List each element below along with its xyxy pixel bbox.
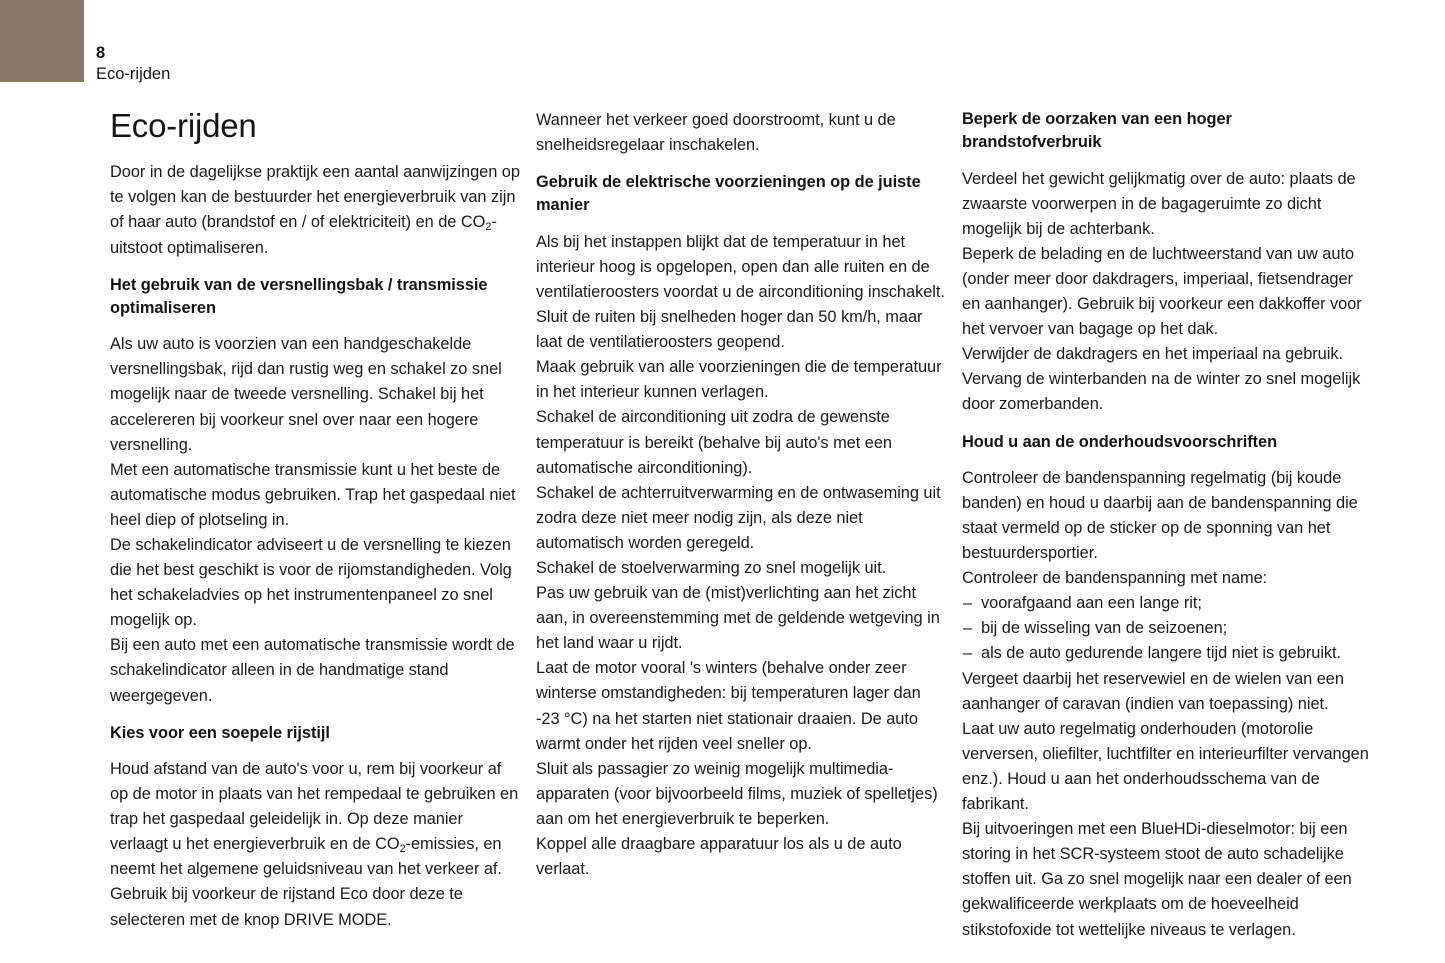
paragraph-schakelindicator: De schakelindicator adviseert u de versnelling te kiezen die het best geschikt is voor de rijomstandigheden. Volg het schakeladvies op het instrumentenpaneel zo snel mogelijk op. xyxy=(110,536,512,630)
paragraph-draagbare-apparatuur: Koppel alle draagbare apparatuur los als u de auto verlaat. xyxy=(536,835,902,879)
intro-paragraph xyxy=(110,160,522,260)
paragraph-reservewiel: Vergeet daarbij het reservewiel en de wielen van een aanhanger of caravan (indien van toepassing) niet. xyxy=(962,669,1344,713)
list-item-label: voorafgaand aan een lange rit; xyxy=(981,594,1202,613)
intro-text-b: -uitstoot optimaliseren. xyxy=(110,213,497,257)
paragraph-handgeschakelde: Als uw auto is voorzien van een handgeschakelde versnellingsbak, rijd dan rustig weg en schakel zo snel mogelijk naar de tweede versnelling. Schakel bij het accelereren bij voorkeur snel over naar een hogere versnelling. xyxy=(110,335,502,454)
list-item xyxy=(962,591,1374,616)
page-header xyxy=(0,0,1445,90)
dash-marker-icon: – xyxy=(963,594,973,613)
paragraph-snelheidsregelaar: Wanneer het verkeer goed doorstroomt, kunt u de snelheidsregelaar inschakelen. xyxy=(536,111,896,155)
intro-text-a: Door in de dagelijkse praktijk een aantal aanwijzingen op te volgen kan de bestuurder het energieverbruik van zijn of haar auto (brandstof en / of elektriciteit) en de CO xyxy=(110,163,520,232)
paragraph-gewicht-verdelen: Verdeel het gewicht gelijkmatig over de auto: plaats de zwaarste voorwerpen in de bagageruimte zo dicht mogelijk bij de achterbank. xyxy=(962,169,1356,238)
paragraph-achterruitverwarming: Schakel de achterruitverwarming en de ontwaseming uit zodra deze niet meer nodig zijn, als deze niet automatisch worden geregeld. xyxy=(536,483,941,552)
paragraph-automatische-transmissie: Met een automatische transmissie kunt u het beste de automatische modus gebruiken. Trap het gaspedaal niet heel diep of plotseling in. xyxy=(110,460,516,529)
list-item-label: als de auto gedurende langere tijd niet is gebruikt. xyxy=(981,644,1342,663)
dash-marker-icon: – xyxy=(963,644,973,663)
heading-transmissie: Het gebruik van de versnellingsbak / transmissie optimaliseren xyxy=(110,275,488,317)
paragraph-bandenspanning-controleren: Controleer de bandenspanning regelmatig (bij koude banden) en houd u daarbij aan de bandenspanning die staat vermeld op de sticker op de sponning van het bestuurdersportier. xyxy=(962,468,1358,563)
list-item xyxy=(962,641,1374,666)
paragraph-drive-mode: Gebruik bij voorkeur de rijstand Eco door deze te selecteren met de knop DRIVE MODE. xyxy=(110,885,463,929)
paragraph-ruiten-sluiten: Sluit de ruiten bij snelheden hoger dan 50 km/h, maar laat de ventilatieroosters geopend. xyxy=(536,308,923,352)
heading-elektrische-voorzieningen: Gebruik de elektrische voorzieningen op de juiste manier xyxy=(536,173,921,215)
text-column-3 xyxy=(962,108,1374,943)
page-content xyxy=(0,108,1445,958)
paragraph-afstand-text-b: -emissies, en neemt het algemene geluidsniveau van het verkeer af. xyxy=(110,835,502,879)
list-item xyxy=(962,616,1374,641)
paragraph-motor-winters: Laat de motor vooral 's winters (behalve onder zeer winterse omstandigheden: bij temperaturen lager dan -23 °C) na het starten niet stationair draaien. De auto warmt onder het rijden veel sneller op. xyxy=(536,659,921,753)
paragraph-mistverlichting: Pas uw gebruik van de (mist)verlichting aan het zicht aan, in overeenstemming met de geldende wetgeving in het land waar u rijdt. xyxy=(536,584,940,653)
paragraph-voorzieningen-verlagen: Maak gebruik van alle voorzieningen die de temperatuur in het interieur kunnen verlagen. xyxy=(536,358,942,402)
paragraph-afstand-text-a: Houd afstand van de auto's voor u, rem bij voorkeur af op de motor in plaats van het rempedaal te gebruiken en trap het gaspedaal geleidelijk in. Op deze manier verlaagt u het energieverbruik en de CO xyxy=(110,759,519,854)
paragraph-stoelverwarming: Schakel de stoelverwarming zo snel mogelijk uit. xyxy=(536,559,887,577)
heading-soepele-rijstijl: Kies voor een soepele rijstijl xyxy=(110,723,330,742)
heading-brandstofverbruik: Beperk de oorzaken van een hoger brandstofverbruik xyxy=(962,110,1232,152)
paragraph-bluehdi-scr: Bij uitvoeringen met een BlueHDi-dieselmotor: bij een storing in het SCR-systeem stoot de auto schadelijke stoffen uit. Ga zo snel mogelijk naar een dealer of een gekwalificeerde werkplaats om de hoeveelheid stikstofoxide tot wettelijke niveaus te verlagen. xyxy=(962,820,1352,939)
page-number: 8 xyxy=(96,44,106,62)
text-column-1 xyxy=(110,108,522,933)
paragraph-handmatige-stand: Bij een auto met een automatische transmissie wordt de schakelindicator alleen in de handmatige stand weergegeven. xyxy=(110,636,515,705)
dash-marker-icon: – xyxy=(963,619,973,638)
paragraph-bandenspanning-met-name: Controleer de bandenspanning met name: xyxy=(962,569,1268,588)
paragraph-airconditioning-uit: Schakel de airconditioning uit zodra de gewenste temperatuur is bereikt (behalve bij auto's met een automatische airconditioning). xyxy=(536,408,892,477)
paragraph-belading-luchtweerstand: Beperk de belading en de luchtweerstand van uw auto (onder meer door dakdragers, imperiaal, fietsendrager en aanhanger). Gebruik bij voorkeur een dakkoffer voor het vervoer van bagage op het dak. xyxy=(962,244,1362,339)
paragraph-dakdragers-verwijderen: Verwijder de dakdragers en het imperiaal na gebruik. xyxy=(962,345,1343,364)
co2-subscript: 2 xyxy=(485,221,492,234)
heading-onderhoudsvoorschriften: Houd u aan de onderhoudsvoorschriften xyxy=(962,432,1278,451)
paragraph-instappen-temperatuur: Als bij het instappen blijkt dat de temperatuur in het interieur hoog is opgelopen, open dan alle ruiten en de ventilatieroosters voordat u de airconditioning inschakelt. xyxy=(536,232,945,301)
paragraph-afstand-houden xyxy=(110,757,522,882)
list-item-label: bij de wisseling van de seizoenen; xyxy=(981,619,1228,638)
header-section-title: Eco-rijden xyxy=(96,65,171,84)
text-column-2 xyxy=(536,108,948,882)
paragraph-winterbanden-vervangen: Vervang de winterbanden na de winter zo snel mogelijk door zomerbanden. xyxy=(962,370,1361,414)
header-text-group xyxy=(96,44,170,86)
co2-subscript-2: 2 xyxy=(399,843,406,856)
page-title: Eco-rijden xyxy=(110,107,257,144)
bandenspanning-list xyxy=(962,591,1374,666)
header-corner-block xyxy=(0,0,84,82)
paragraph-multimedia-apparaten: Sluit als passagier zo weinig mogelijk multimedia-apparaten (voor bijvoorbeeld films, muziek of spelletjes) aan om het energieverbruik te beperken. xyxy=(536,759,938,828)
paragraph-onderhoud-motorolie: Laat uw auto regelmatig onderhouden (motorolie verversen, oliefilter, luchtfilter en interieurfilter vervangen enz.). Houd u aan het onderhoudsschema van de fabrikant. xyxy=(962,719,1369,814)
